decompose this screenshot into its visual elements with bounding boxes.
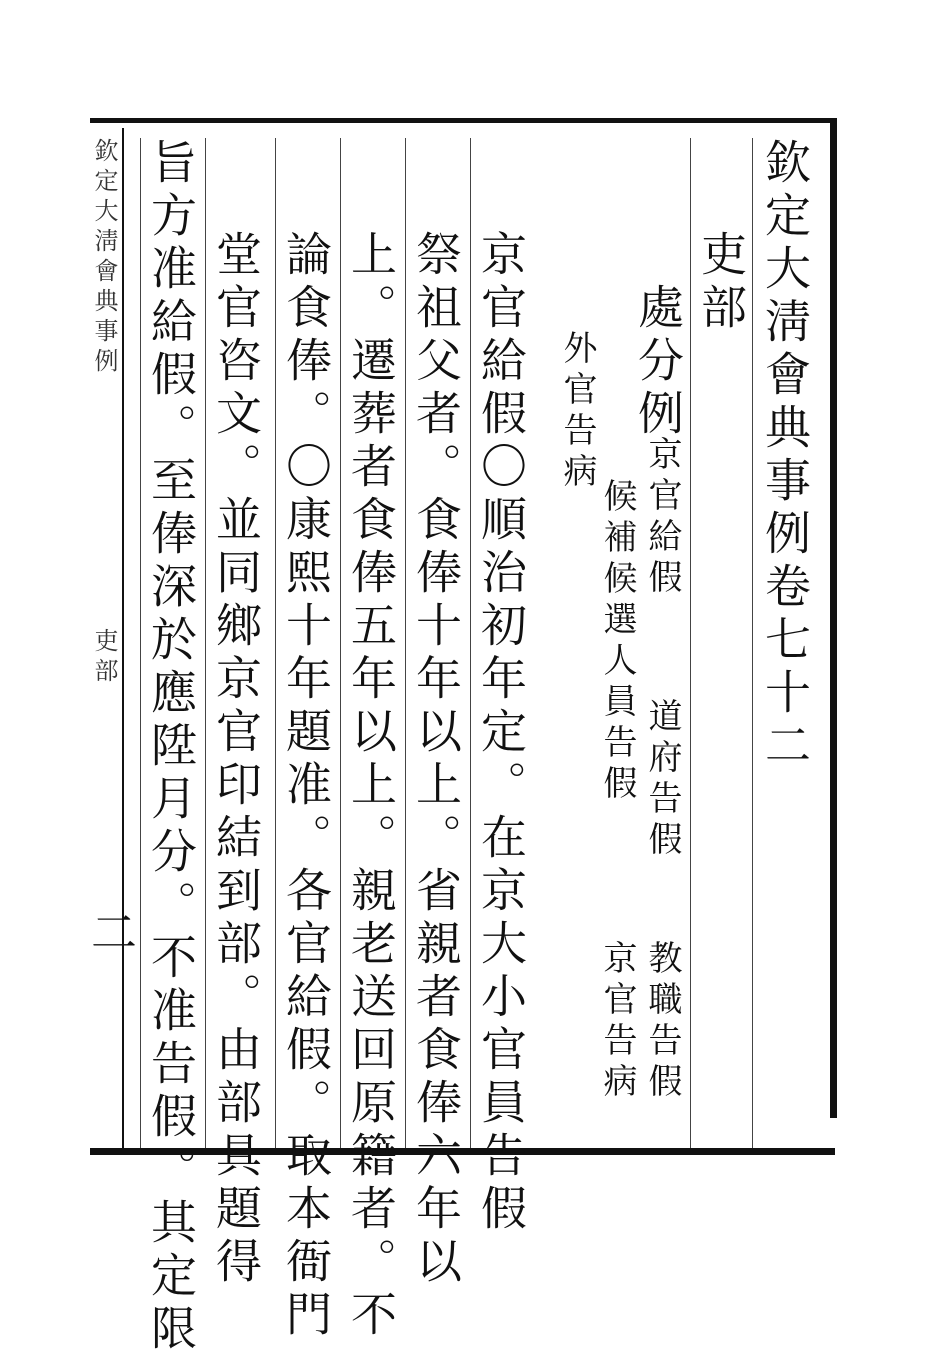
body-column: 旨方准給假。至俸深於應陞月分。不准告假。其定限 <box>144 138 198 1357</box>
left-border-rule <box>122 128 124 1148</box>
section-heading: 吏部 <box>694 230 748 336</box>
body-column: 上。遷葬者食俸五年以上。親老送回原籍者。不 <box>344 230 398 1343</box>
toc-entry: 候補候選人員告假 <box>597 478 637 806</box>
toc-entry: 京官給假 <box>642 436 682 600</box>
column-divider <box>275 138 276 1148</box>
spine-section: 吏部 <box>90 628 118 688</box>
column-divider <box>690 138 691 1148</box>
spine-page-number: 二 <box>84 908 138 961</box>
toc-entry: 京官告病 <box>597 940 637 1104</box>
right-border-rule <box>830 118 837 1118</box>
toc-entry: 外官告病 <box>557 330 597 494</box>
body-column: 論食俸。〇康熙十年題准。各官給假。取本衙門 <box>279 230 333 1343</box>
column-divider <box>340 138 341 1148</box>
topic-heading: 處分例 <box>631 283 685 442</box>
column-divider <box>470 138 471 1148</box>
column-divider <box>205 138 206 1148</box>
column-divider <box>140 138 141 1148</box>
body-column: 京官給假〇順治初年定。在京大小官員告假 <box>474 230 528 1237</box>
top-border-rule <box>90 118 835 123</box>
body-column: 堂官咨文。並同鄉京官印結到部。由部具題得 <box>209 230 263 1290</box>
book-title: 欽定大淸會典事例卷七十二 <box>758 138 812 774</box>
toc-entry: 道府告假 <box>642 698 682 862</box>
body-column: 祭祖父者。食俸十年以上。省親者食俸六年以 <box>409 230 463 1290</box>
column-divider <box>405 138 406 1148</box>
spine-title: 欽定大淸會典事例 <box>90 138 118 378</box>
page-frame <box>84 118 835 1357</box>
column-divider <box>752 138 753 1148</box>
toc-entry: 教職告假 <box>642 940 682 1104</box>
